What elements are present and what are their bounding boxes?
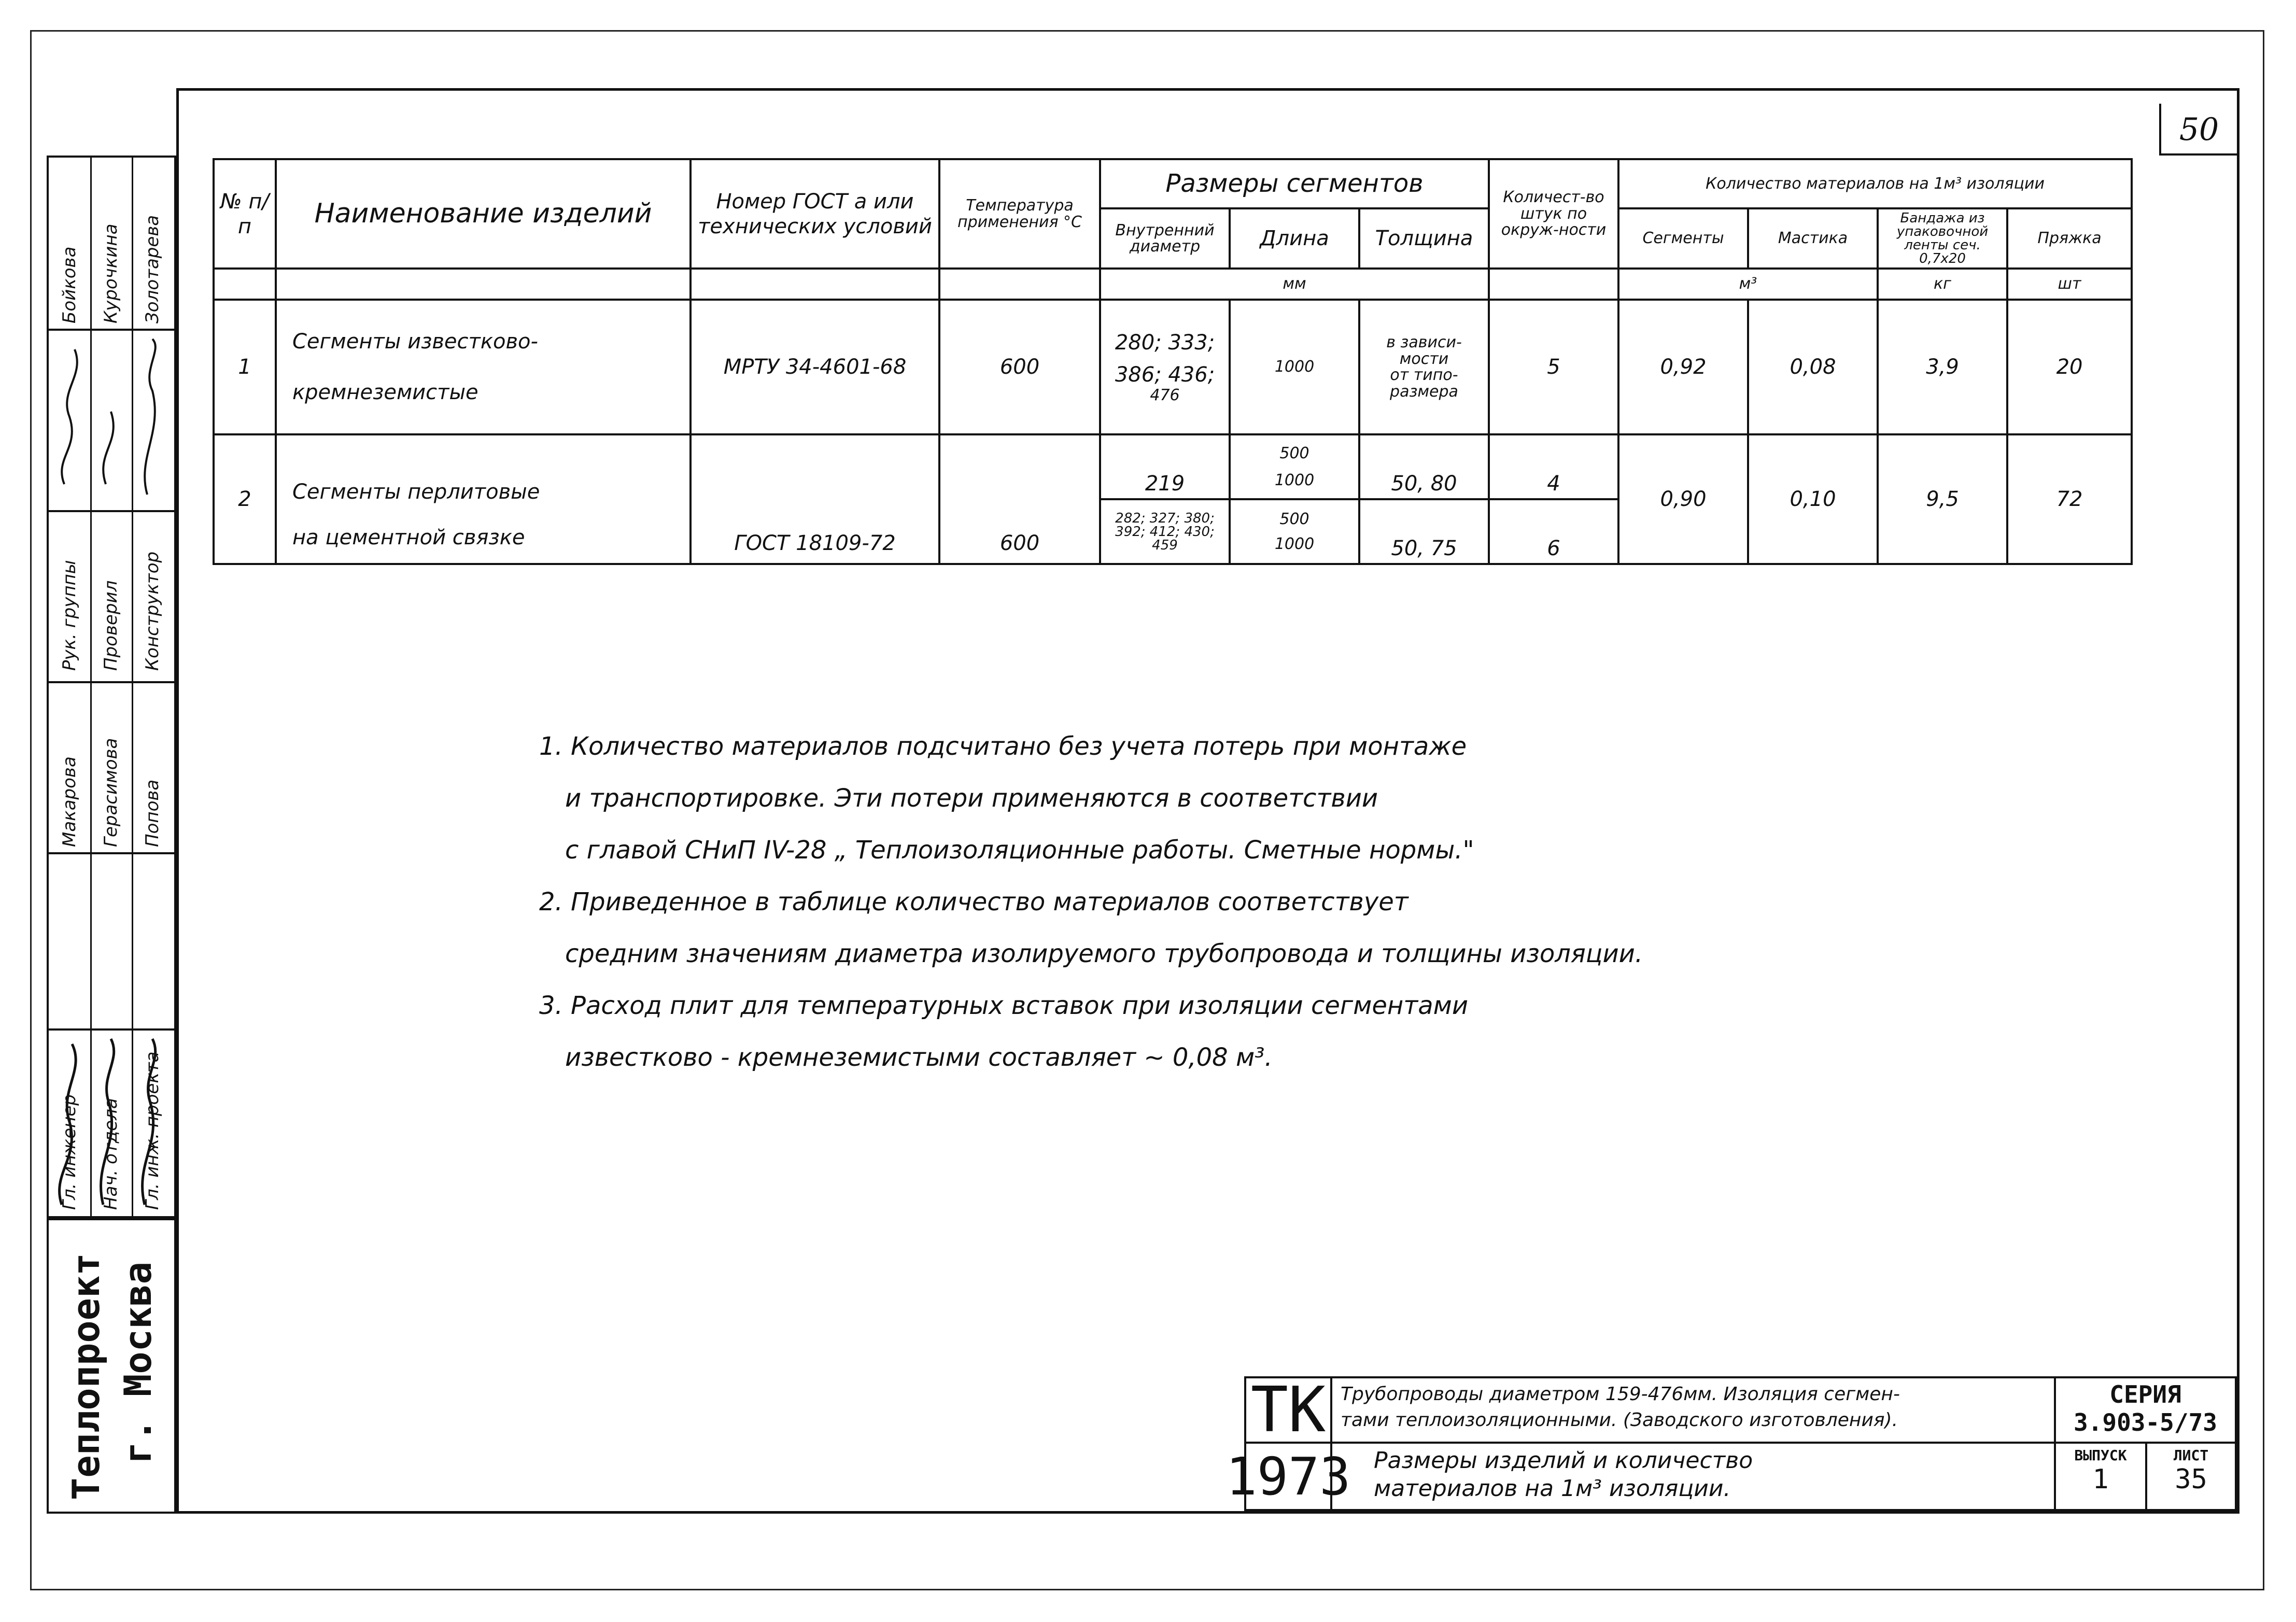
row-segments: 0,90: [1618, 434, 1748, 564]
units-cell: [1489, 269, 1618, 300]
header-num: № п/п: [214, 159, 276, 269]
units-cell: [276, 269, 691, 300]
note-line: средним значениям диаметра изолируемого трубопровода и толщины изоляции.: [565, 939, 1643, 968]
row-name-line: кремнеземистые: [292, 380, 478, 404]
surname: Попова: [142, 779, 163, 847]
thickness-line: от типо-: [1390, 366, 1458, 384]
notes: [539, 721, 1835, 1083]
tk-mark: ТК: [1244, 1376, 1332, 1444]
row-mastic: 0,10: [1748, 434, 1878, 564]
row-length: [1230, 499, 1359, 564]
role: Проверил: [101, 580, 121, 671]
row-temp: 600: [939, 434, 1100, 564]
table-row: [214, 300, 2132, 434]
note-line: и транспортировке. Эти потери применяются в соответствии: [565, 784, 1378, 813]
note-line: с главой СНиП IV-28 „ Теплоизоляционные работы. Сметные нормы.": [565, 836, 1474, 865]
issue-value: 1: [2092, 1464, 2109, 1495]
header-temp: Температура применения °С: [939, 159, 1100, 269]
surname: Макарова: [59, 756, 80, 847]
signature-stamp: [47, 156, 176, 1218]
header-inner-diam: Внутренний диаметр: [1100, 208, 1230, 269]
inner-diam-line: 280; 333;: [1115, 331, 1215, 355]
row-length: [1230, 434, 1359, 499]
row-inner-diam: 219: [1100, 434, 1230, 499]
row-name-line: на цементной связке: [292, 526, 525, 549]
header-thickness: Толщина: [1359, 208, 1489, 269]
surname: Золотарева: [142, 215, 163, 323]
header-name: Наименование изделий: [276, 159, 691, 269]
row-gost: МРТУ 34-4601-68: [691, 300, 939, 434]
row-thickness: 50, 75: [1359, 499, 1489, 564]
row-inner-diam: [1100, 499, 1230, 564]
length-line: 500: [1279, 444, 1309, 462]
row-count: 4: [1489, 434, 1618, 499]
sheet-title-cell: [1330, 1442, 2056, 1511]
role: Гл. инж. проекта: [142, 1051, 163, 1210]
stamp-divider: [49, 681, 174, 683]
role: Гл. инженер: [59, 1094, 80, 1210]
row-segments: 0,92: [1618, 300, 1748, 434]
length-line: 1000: [1274, 534, 1315, 553]
subject-cell: [1330, 1376, 2056, 1444]
header-gost: Номер ГОСТ а или технических условий: [691, 159, 939, 269]
sheet-label: ЛИСТ: [2173, 1447, 2209, 1464]
role: Рук. группы: [59, 560, 80, 671]
units-pcs: шт: [2007, 269, 2132, 300]
signature-marks: [49, 329, 174, 510]
row-mastic: 0,08: [1748, 300, 1878, 434]
thickness-line: размера: [1390, 382, 1458, 401]
units-volume: м³: [1618, 269, 1878, 300]
note-line: 1. Количество материалов подсчитано без учета потерь при монтаже: [539, 732, 1467, 761]
title-block: [1226, 1374, 2237, 1511]
row-length: 1000: [1230, 300, 1359, 434]
sheet-title-line: материалов на 1м³ изоляции.: [1374, 1475, 1731, 1502]
row-inner-diam: [1100, 300, 1230, 434]
series-cell: [2054, 1376, 2237, 1444]
table-row: [214, 434, 2132, 499]
header-bandage: Бандажа из упаковочной ленты сеч. 0,7х20: [1878, 208, 2007, 269]
length-line: 1000: [1274, 471, 1315, 489]
surname: Герасимова: [101, 738, 121, 847]
inner-diam-line: 386; 436;: [1115, 363, 1215, 387]
units-sizes: мм: [1100, 269, 1489, 300]
length-line: 500: [1279, 510, 1309, 528]
stamp-divider: [49, 510, 174, 512]
header-materials-group: Количество материалов на 1м³ изоляции: [1618, 159, 2132, 208]
row-thickness: [1359, 300, 1489, 434]
year-mark: 1973: [1244, 1442, 1332, 1511]
surname: Курочкина: [101, 223, 121, 323]
subject-line: Трубопроводы диаметром 159-476мм. Изоляция сегмен-: [1341, 1384, 1900, 1405]
thickness-line: в зависи-: [1386, 333, 1462, 351]
materials-table: [213, 158, 2133, 565]
units-cell: [214, 269, 276, 300]
header-segments: Сегменты: [1618, 208, 1748, 269]
units-kg: кг: [1878, 269, 2007, 300]
header-buckle: Пряжка: [2007, 208, 2132, 269]
series-label: СЕРИЯ: [2109, 1380, 2181, 1408]
stamp-divider: [49, 852, 174, 854]
role: Конструктор: [142, 551, 163, 671]
series-value: 3.903-5/73: [2074, 1408, 2217, 1436]
row-num: 1: [214, 300, 276, 434]
row-num: 2: [214, 434, 276, 564]
organization-block: [47, 1218, 176, 1514]
inner-diam-line: 282; 327; 380;: [1115, 510, 1215, 526]
organization-name: Теплопроект: [64, 1253, 108, 1500]
signature-marks: [49, 1028, 174, 1220]
inner-diam-line: 476: [1150, 386, 1180, 405]
sheet-number: 50: [2159, 104, 2237, 156]
issue-cell: [2054, 1442, 2147, 1511]
role: Нач. отдела: [101, 1098, 121, 1210]
sheet-title-line: Размеры изделий и количество: [1374, 1447, 1753, 1474]
row-buckle: 72: [2007, 434, 2132, 564]
row-count: 5: [1489, 300, 1618, 434]
row-name-line: Сегменты известково-: [292, 330, 538, 354]
header-count: Количест-во штук по окруж-ности: [1489, 159, 1618, 269]
units-cell: [691, 269, 939, 300]
issue-label: ВЫПУСК: [2074, 1447, 2127, 1464]
note-line: известково - кремнеземистыми составляет ~ 0,08 м³.: [565, 1043, 1273, 1072]
header-sizes-group: Размеры сегментов: [1100, 159, 1489, 208]
sheet-value: 35: [2175, 1464, 2207, 1495]
units-cell: [939, 269, 1100, 300]
row-temp: 600: [939, 300, 1100, 434]
inner-diam-line: 392; 412; 430; 459: [1115, 524, 1215, 553]
subject-line: тами теплоизоляционными. (Заводского изготовления).: [1341, 1409, 1898, 1431]
row-name-line: Сегменты перлитовые: [292, 480, 540, 504]
note-line: 3. Расход плит для температурных вставок при изоляции сегментами: [539, 991, 1469, 1020]
row-count: 6: [1489, 499, 1618, 564]
header-mastic: Мастика: [1748, 208, 1878, 269]
sheet-cell: [2145, 1442, 2237, 1511]
note-line: 2. Приведенное в таблице количество материалов соответствует: [539, 887, 1408, 916]
row-bandage: 3,9: [1878, 300, 2007, 434]
row-buckle: 20: [2007, 300, 2132, 434]
row-thickness: 50, 80: [1359, 434, 1489, 499]
thickness-line: мости: [1399, 349, 1449, 368]
header-length: Длина: [1230, 208, 1359, 269]
row-name: [276, 300, 691, 434]
surname: Бойкова: [59, 246, 80, 323]
organization-city: г. Москва: [116, 1261, 160, 1464]
row-gost: ГОСТ 18109-72: [691, 434, 939, 564]
row-name: [276, 434, 691, 564]
row-bandage: 9,5: [1878, 434, 2007, 564]
